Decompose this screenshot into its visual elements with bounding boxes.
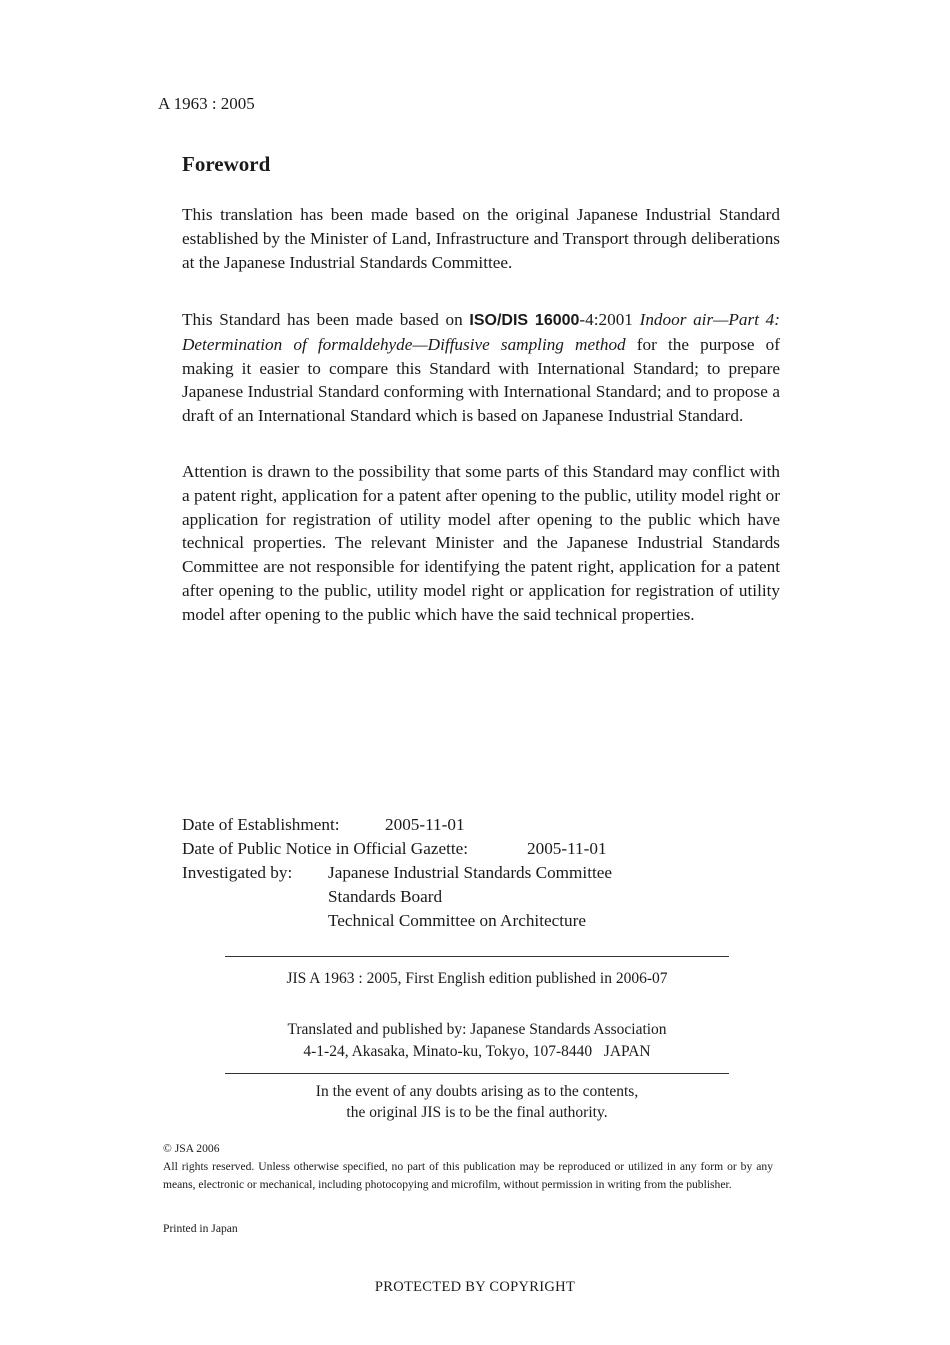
foreword-paragraph-patent: Attention is drawn to the possibility that some parts of this Standard may conflict with a patent right, application for a patent after opening to the public, utility model right or application for registration of utility model after opening to the public which have technical properties. The relevant Minister and the Japanese Industrial Standards Committee are not responsible for identifying the patent right, application for a patent after opening to the public, utility model right or application for registration of utility model after opening to the public which have the said technical properties. bbox=[182, 462, 780, 624]
basis-rest: for the purpose of making it easier to compare this Standard with International Standard; to prepare Japanese Industrial Standard conforming with International Standard; and to propose a draft of an International Standard which is based on Japanese Industrial Standard. bbox=[182, 334, 780, 426]
page-title: Foreword bbox=[182, 152, 271, 176]
establishment-label: Date of Establishment: bbox=[182, 815, 340, 834]
edition-line: JIS A 1963 : 2005, First English edition published in 2006-07 bbox=[286, 970, 668, 987]
divider-top bbox=[225, 956, 729, 957]
public-notice-label: Date of Public Notice in Official Gazette: bbox=[182, 839, 469, 858]
public-notice-date: 2005-11-01 bbox=[527, 839, 607, 858]
iso-title: Indoor air—Part 4: Determination of formaldehyde—Diffusive sampling method bbox=[182, 310, 780, 354]
iso-reference: ISO/DIS 16000 bbox=[469, 312, 580, 329]
investigated-label: Investigated by: bbox=[182, 863, 293, 882]
rights-statement: All rights reserved. Unless otherwise specified, no part of this publication may be reproduced or utilized in any form or by any means, electronic or mechanical, including photocopying and microfilm, without permission in writing from the publisher. bbox=[163, 1160, 773, 1191]
foreword-paragraph-translation: This translation has been made based on the original Japanese Industrial Standard established by the Minister of Land, Infrastructure and Transport through deliberations at the Japanese Industrial Standards Committee. bbox=[182, 205, 780, 272]
establishment-date: 2005-11-01 bbox=[385, 815, 465, 834]
foreword-paragraph-basis bbox=[182, 308, 780, 428]
copyright-notice: © JSA 2006 bbox=[163, 1142, 220, 1155]
divider-bottom bbox=[225, 1073, 729, 1074]
investigator-line: Technical Committee on Architecture bbox=[328, 911, 586, 930]
investigator-line: Standards Board bbox=[328, 887, 443, 906]
authority-line: In the event of any doubts arising as to the contents, bbox=[315, 1083, 639, 1100]
printed-in: Printed in Japan bbox=[163, 1222, 238, 1235]
basis-prefix: This Standard has been made based on bbox=[182, 310, 470, 329]
standard-identifier: A 1963 : 2005 bbox=[158, 94, 255, 113]
authority-line: the original JIS is to be the final authority. bbox=[346, 1104, 608, 1121]
copyright-footer: PROTECTED BY COPYRIGHT bbox=[374, 1279, 576, 1295]
publisher-line: Translated and published by: Japanese Standards Association bbox=[287, 1021, 667, 1038]
publisher-address: 4-1-24, Akasaka, Minato-ku, Tokyo, 107-8440 JAPAN bbox=[303, 1043, 651, 1060]
iso-reference-suffix: -4:2001 bbox=[579, 310, 640, 329]
investigator-line: Japanese Industrial Standards Committee bbox=[328, 863, 613, 882]
